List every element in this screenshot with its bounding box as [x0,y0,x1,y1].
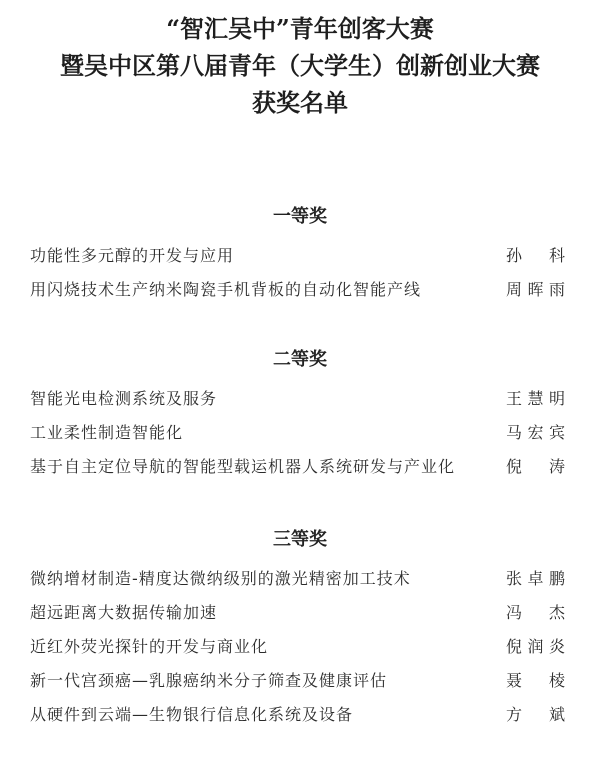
award-entry [0,382,600,416]
winner-name: 冯 杰 [506,603,566,622]
project-name: 智能光电检测系统及服务 [30,389,218,408]
project-name: 用闪烧技术生产纳米陶瓷手机背板的自动化智能产线 [30,280,422,299]
winner-name: 倪润炎 [506,637,566,656]
winner-name: 马宏宾 [506,423,566,442]
title-line-3: 获奖名单 [252,88,348,117]
project-name: 工业柔性制造智能化 [30,423,184,442]
section-third-prize [0,526,600,732]
project-name: 从硬件到云端—生物银行信息化系统及设备 [30,705,354,724]
award-entry [0,416,600,450]
project-name: 微纳增材制造-精度达微纳级别的激光精密加工技术 [30,569,411,588]
winner-name: 倪 涛 [506,457,566,476]
title-line-2: 暨吴中区第八届青年（大学生）创新创业大赛 [60,51,540,80]
award-entry [0,239,600,273]
project-name: 新一代宫颈癌—乳腺癌纳米分子筛查及健康评估 [30,671,388,690]
award-entry [0,450,600,484]
award-entry [0,596,600,630]
project-name: 基于自主定位导航的智能型载运机器人系统研发与产业化 [30,457,456,476]
project-name: 超远距离大数据传输加速 [30,603,218,622]
section-heading: 一等奖 [273,206,327,227]
award-entry [0,273,600,307]
section-second-prize [0,346,600,484]
award-entry [0,562,600,596]
winner-name: 方 斌 [506,705,566,724]
section-heading: 三等奖 [273,529,327,550]
award-entry [0,630,600,664]
project-name: 功能性多元醇的开发与应用 [30,246,235,265]
project-name: 近红外荧光探针的开发与商业化 [30,637,269,656]
award-entry [0,664,600,698]
winner-name: 张卓鹏 [506,569,566,588]
winner-name: 周晖雨 [506,280,566,299]
section-heading: 二等奖 [273,349,327,370]
section-first-prize [0,203,600,307]
winner-name: 聂 棱 [506,671,566,690]
title-line-1: “智汇吴中”青年创客大赛 [166,14,434,43]
award-entry [0,698,600,732]
winner-name: 孙 科 [506,246,566,265]
winner-name: 王慧明 [506,389,566,408]
document-title [0,10,600,121]
